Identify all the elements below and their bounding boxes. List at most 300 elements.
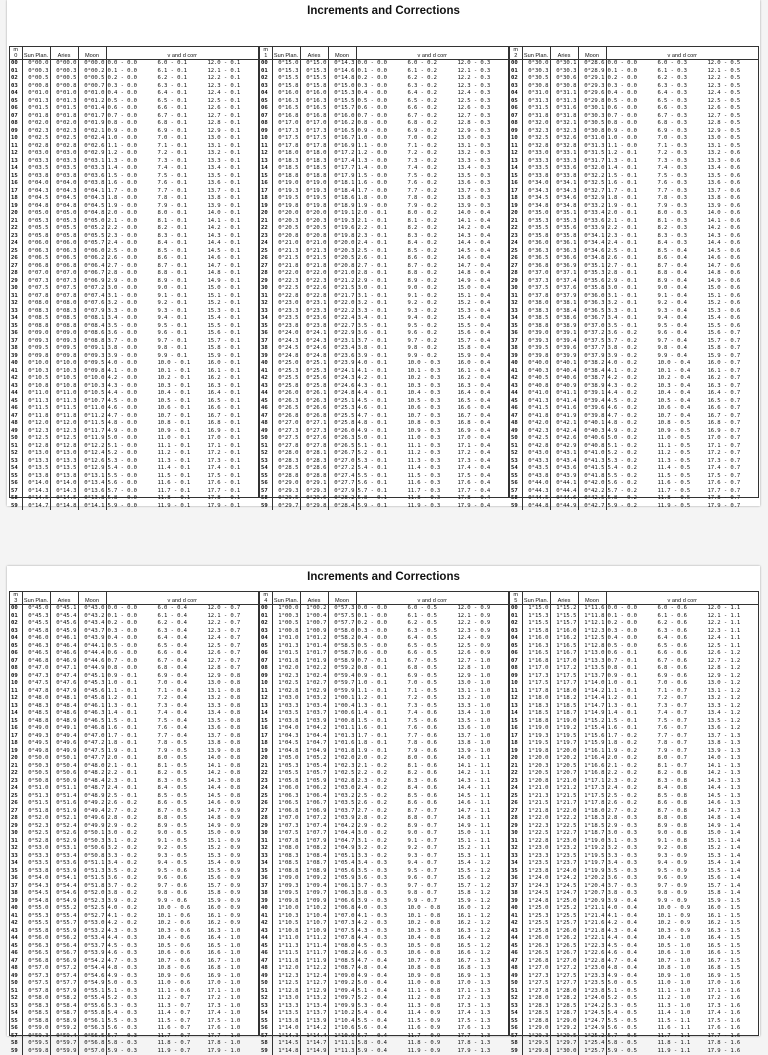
vd-correction-value: 0.9 - 0.0 <box>358 128 408 136</box>
moon-cell: 0°15.7 <box>328 105 356 113</box>
vd-correction-value: 7.6 - 0.2 <box>408 180 458 188</box>
vd-correction-value: 6.8 - 0.6 <box>658 665 708 673</box>
vd-corrections-cell <box>606 218 758 226</box>
aries-cell: 1°24.7 <box>550 890 578 898</box>
table-row <box>510 965 758 973</box>
table-row <box>10 218 258 226</box>
moon-cell: 1°19.2 <box>578 845 606 853</box>
vd-correction-value: 0.2 - 0.0 <box>358 75 408 83</box>
seconds-cell: 49 <box>260 428 272 436</box>
moon-cell: 1°20.4 <box>578 883 606 891</box>
table-row <box>260 673 508 681</box>
aries-cell: 1°16.5 <box>550 643 578 651</box>
seconds-cell: 22 <box>260 770 272 778</box>
vd-correction-value: 14.8 - 0.6 <box>708 270 754 278</box>
vd-correction-value: 5.3 - 0.5 <box>608 1003 658 1011</box>
vd-correction-value: 4.8 - 0.4 <box>608 965 658 973</box>
table-row <box>10 695 258 703</box>
sun-planets-cell: 0°42.3 <box>522 428 550 436</box>
moon-cell: 0°44.1 <box>78 643 106 651</box>
vd-corrections-cell <box>356 173 508 181</box>
sun-planets-cell: 0°42.0 <box>522 420 550 428</box>
aries-cell: 1°15.5 <box>550 613 578 621</box>
aries-cell: 0°22.6 <box>300 285 328 293</box>
vd-correction-value: 0.8 - 0.0 <box>358 120 408 128</box>
seconds-cell: 19 <box>510 203 522 211</box>
aries-cell: 1°02.7 <box>300 680 328 688</box>
vd-corrections-cell <box>606 495 758 503</box>
vd-correction-value: 2.5 - 0.1 <box>358 248 408 256</box>
sun-planets-cell: 0°54.8 <box>22 898 50 906</box>
table-row <box>10 405 258 413</box>
sun-planets-cell: 0°14.5 <box>22 495 50 503</box>
table-row <box>10 285 258 293</box>
aries-cell: 1°11.9 <box>300 958 328 966</box>
table-row <box>10 503 258 511</box>
seconds-cell: 20 <box>10 210 22 218</box>
aries-cell: 0°54.9 <box>50 898 78 906</box>
vd-correction-value: 16.3 - 0.1 <box>208 383 254 391</box>
seconds-cell: 37 <box>10 883 22 891</box>
vd-corrections-cell <box>106 1048 258 1055</box>
vd-correction-value: 11.2 - 0.1 <box>158 450 208 458</box>
table-row <box>10 68 258 76</box>
vd-correction-value: 3.0 - 0.2 <box>108 830 158 838</box>
vd-correction-value: 7.4 - 0.6 <box>408 710 458 718</box>
vd-correction-value: 13.2 - 0.6 <box>708 150 754 158</box>
vd-correction-value: 11.6 - 0.9 <box>408 1025 458 1033</box>
vd-corrections-cell <box>606 853 758 861</box>
vd-correction-value: 0.6 - 0.0 <box>108 105 158 113</box>
sun-planets-cell: 0°20.0 <box>272 210 300 218</box>
moon-cell: 0°18.1 <box>328 180 356 188</box>
moon-cell: 1°15.6 <box>578 733 606 741</box>
aries-cell: 0°43.4 <box>550 458 578 466</box>
vd-correction-value: 17.3 - 0.4 <box>458 458 504 466</box>
vd-corrections-cell <box>606 988 758 996</box>
vd-corrections-cell <box>106 980 258 988</box>
vd-correction-value: 2.8 - 0.2 <box>108 815 158 823</box>
table-row <box>260 360 508 368</box>
vd-correction-value: 8.4 - 0.3 <box>658 240 708 248</box>
vd-corrections-cell <box>106 928 258 936</box>
vd-correction-value: 2.4 - 0.1 <box>108 785 158 793</box>
vd-corrections-cell <box>356 1048 508 1055</box>
vd-correction-value: 13.3 - 1.2 <box>708 703 754 711</box>
moon-cell: 1°24.5 <box>578 1010 606 1018</box>
vd-correction-value: 12.8 - 1.2 <box>708 665 754 673</box>
sun-planets-cell: 1°13.3 <box>272 1003 300 1011</box>
vd-correction-value: 16.3 - 1.2 <box>458 928 504 936</box>
seconds-cell: 05 <box>510 643 522 651</box>
vd-correction-value: 2.8 - 0.1 <box>358 270 408 278</box>
vd-corrections-cell <box>356 958 508 966</box>
moon-cell: 0°42.0 <box>578 480 606 488</box>
sun-planets-cell: 0°34.0 <box>522 180 550 188</box>
vd-correction-value: 8.0 - 0.7 <box>658 755 708 763</box>
vd-correction-value: 8.8 - 0.8 <box>658 815 708 823</box>
vd-correction-value: 0.4 - 0.0 <box>358 635 408 643</box>
vd-correction-value: 5.2 - 0.3 <box>108 995 158 1003</box>
vd-correction-value: 5.9 - 0.2 <box>608 503 658 511</box>
seconds-cell: 41 <box>260 368 272 376</box>
aries-cell: 0°58.2 <box>50 995 78 1003</box>
vd-correction-value: 3.9 - 0.0 <box>108 353 158 361</box>
vd-correction-value: 6.5 - 0.4 <box>158 643 208 651</box>
vd-correction-value: 6.7 - 0.6 <box>658 658 708 666</box>
seconds-cell: 26 <box>260 800 272 808</box>
vd-corrections-cell <box>606 868 758 876</box>
vd-correction-value: 14.9 - 0.9 <box>208 823 254 831</box>
vd-corrections-cell <box>356 703 508 711</box>
vd-correction-value: 2.9 - 0.1 <box>608 278 658 286</box>
moon-cell: 0°20.5 <box>328 255 356 263</box>
table-row <box>260 150 508 158</box>
vd-corrections-cell <box>356 465 508 473</box>
vd-correction-value: 0.1 - 0.0 <box>608 613 658 621</box>
sun-planets-cell: 0°40.8 <box>522 383 550 391</box>
vd-corrections-cell <box>356 165 508 173</box>
seconds-cell: 56 <box>260 480 272 488</box>
vd-correction-value: 13.0 - 0.5 <box>708 135 754 143</box>
aries-cell: 1°04.9 <box>300 748 328 756</box>
vd-correction-value: 8.3 - 0.8 <box>658 778 708 786</box>
seconds-cell: 54 <box>260 465 272 473</box>
vd-correction-value: 13.4 - 0.8 <box>208 710 254 718</box>
sun-planets-cell: 0°27.0 <box>272 420 300 428</box>
vd-correction-value: 11.0 - 0.5 <box>658 435 708 443</box>
vd-correction-value: 2.6 - 0.2 <box>108 800 158 808</box>
vd-correction-value: 2.3 - 0.2 <box>358 778 408 786</box>
vd-correction-value: 4.3 - 0.2 <box>608 383 658 391</box>
table-row <box>10 740 258 748</box>
seconds-cell: 46 <box>260 950 272 958</box>
sun-planets-cell: 1°21.5 <box>522 800 550 808</box>
vd-correction-value: 6.9 - 0.1 <box>158 128 208 136</box>
sun-planets-cell: 0°25.0 <box>272 360 300 368</box>
vd-correction-value: 13.5 - 0.3 <box>458 173 504 181</box>
vd-correction-value: 3.4 - 0.1 <box>358 315 408 323</box>
moon-cell: 0°10.3 <box>78 383 106 391</box>
vd-correction-value: 15.8 - 1.2 <box>458 890 504 898</box>
seconds-cell: 27 <box>10 808 22 816</box>
table-row <box>10 875 258 883</box>
vd-correction-value: 10.6 - 0.1 <box>158 405 208 413</box>
vd-correction-value: 13.9 - 1.3 <box>708 748 754 756</box>
seconds-cell: 06 <box>260 105 272 113</box>
table-row <box>510 293 758 301</box>
vd-corrections-cell <box>106 770 258 778</box>
moon-cell: 0°34.6 <box>578 248 606 256</box>
seconds-cell: 44 <box>510 390 522 398</box>
vd-correction-value: 17.5 - 0.4 <box>458 473 504 481</box>
vd-corrections-cell <box>606 308 758 316</box>
vd-corrections-cell <box>356 868 508 876</box>
moon-cell: 0°33.4 <box>578 210 606 218</box>
aries-cell: 1°03.2 <box>300 695 328 703</box>
vd-correction-value: 10.6 - 0.4 <box>658 405 708 413</box>
seconds-cell: 14 <box>260 165 272 173</box>
table-row <box>260 248 508 256</box>
vd-correction-value: 1.5 - 0.0 <box>108 173 158 181</box>
sun-planets-cell: 1°00.5 <box>272 620 300 628</box>
sun-planets-cell: 1°13.5 <box>272 1010 300 1018</box>
table-page-top <box>7 0 760 506</box>
sun-planets-cell: 1°07.8 <box>272 838 300 846</box>
vd-correction-value: 2.6 - 0.1 <box>608 255 658 263</box>
sun-planets-cell: 1°18.5 <box>522 710 550 718</box>
vd-correction-value: 5.1 - 0.4 <box>358 988 408 996</box>
vd-correction-value: 12.8 - 0.5 <box>708 120 754 128</box>
sun-planets-cell: 0°21.0 <box>272 240 300 248</box>
sun-planets-cell: 0°20.5 <box>272 225 300 233</box>
moon-cell: 1°10.4 <box>328 1018 356 1026</box>
vd-correction-value: 9.8 - 0.9 <box>658 890 708 898</box>
aries-cell: 0°56.4 <box>50 943 78 951</box>
vd-corrections-cell <box>356 763 508 771</box>
vd-correction-value: 16.0 - 0.9 <box>208 905 254 913</box>
vd-corrections-cell <box>356 950 508 958</box>
seconds-cell: 30 <box>510 285 522 293</box>
seconds-cell: 20 <box>260 755 272 763</box>
vd-correction-value: 4.3 - 0.0 <box>108 383 158 391</box>
vd-correction-value: 3.0 - 0.1 <box>608 285 658 293</box>
vd-correction-value: 1.9 - 0.0 <box>108 203 158 211</box>
vd-corrections-cell <box>356 300 508 308</box>
vd-correction-value: 14.0 - 0.6 <box>708 210 754 218</box>
seconds-cell: 37 <box>260 338 272 346</box>
moon-cell: 0°43.7 <box>78 628 106 636</box>
table-row <box>260 383 508 391</box>
vd-correction-value: 15.5 - 0.6 <box>708 323 754 331</box>
aries-cell: 0°52.4 <box>50 823 78 831</box>
vd-correction-value: 1.1 - 0.1 <box>608 688 658 696</box>
vd-corrections-cell <box>356 883 508 891</box>
vd-correction-value: 0.4 - 0.0 <box>608 90 658 98</box>
vd-correction-value: 10.9 - 1.0 <box>658 973 708 981</box>
sun-planets-cell: 1°03.3 <box>272 703 300 711</box>
vd-correction-value: 13.1 - 0.8 <box>208 688 254 696</box>
moon-cell: 0°14.6 <box>328 68 356 76</box>
table-row <box>510 435 758 443</box>
aries-cell: 1°27.5 <box>550 973 578 981</box>
vd-corrections-cell <box>606 278 758 286</box>
aries-cell: 1°28.2 <box>550 995 578 1003</box>
table-row <box>510 725 758 733</box>
vd-corrections-cell <box>356 943 508 951</box>
aries-cell: 1°25.0 <box>550 898 578 906</box>
sun-planets-cell: 0°03.8 <box>22 173 50 181</box>
table-row <box>260 473 508 481</box>
seconds-cell: 50 <box>10 980 22 988</box>
table-row <box>510 1010 758 1018</box>
table-row <box>510 120 758 128</box>
vd-correction-value: 4.7 - 0.4 <box>608 958 658 966</box>
seconds-cell: 20 <box>260 210 272 218</box>
aries-cell: 0°04.3 <box>50 188 78 196</box>
vd-correction-value: 5.7 - 0.4 <box>358 1033 408 1041</box>
vd-correction-value: 11.3 - 0.1 <box>158 458 208 466</box>
table-row <box>260 315 508 323</box>
table-row <box>10 150 258 158</box>
vd-corrections-cell <box>606 503 758 511</box>
aries-cell: 1°25.7 <box>550 920 578 928</box>
moon-cell: 0°32.7 <box>578 188 606 196</box>
moon-cell: 0°46.5 <box>78 718 106 726</box>
table-row <box>510 375 758 383</box>
moon-cell: 0°27.7 <box>328 480 356 488</box>
aries-cell: 0°22.0 <box>300 270 328 278</box>
moon-cell: 0°01.7 <box>78 113 106 121</box>
moon-cell: 0°03.3 <box>78 165 106 173</box>
vd-correction-value: 0.0 - 0.0 <box>608 605 658 613</box>
sun-planets-cell: 0°04.3 <box>22 188 50 196</box>
seconds-cell: 50 <box>510 980 522 988</box>
vd-correction-value: 6.7 - 0.5 <box>408 658 458 666</box>
vd-correction-value: 5.4 - 0.5 <box>608 1010 658 1018</box>
vd-correction-value: 9.6 - 0.9 <box>658 875 708 883</box>
aries-cell: 0°58.9 <box>50 1018 78 1026</box>
sun-planets-cell: 0°11.5 <box>22 405 50 413</box>
moon-cell: 0°44.4 <box>78 650 106 658</box>
moon-cell: 0°48.2 <box>78 770 106 778</box>
sun-planets-cell: 0°11.8 <box>22 413 50 421</box>
vd-correction-value: 15.6 - 1.4 <box>708 875 754 883</box>
seconds-cell: 49 <box>260 973 272 981</box>
vd-correction-value: 5.6 - 0.5 <box>608 1025 658 1033</box>
vd-correction-value: 7.8 - 0.5 <box>158 740 208 748</box>
vd-correction-value: 8.4 - 0.2 <box>408 240 458 248</box>
vd-correction-value: 3.8 - 0.3 <box>608 890 658 898</box>
sun-planets-cell: 0°30.3 <box>522 68 550 76</box>
moon-cell: 1°07.8 <box>328 935 356 943</box>
aries-cell: 1°04.4 <box>300 733 328 741</box>
vd-corrections-cell <box>106 428 258 436</box>
vd-corrections-cell <box>106 815 258 823</box>
sun-planets-cell: 1°19.3 <box>522 733 550 741</box>
moon-cell: 0°35.3 <box>578 270 606 278</box>
sun-planets-cell: 0°17.8 <box>272 143 300 151</box>
moon-cell: 0°42.2 <box>578 488 606 496</box>
vd-corrections-cell <box>106 105 258 113</box>
vd-correction-value: 7.6 - 0.3 <box>658 180 708 188</box>
moon-cell: 1°21.4 <box>578 913 606 921</box>
table-row <box>10 920 258 928</box>
vd-correction-value: 16.1 - 0.7 <box>708 368 754 376</box>
vd-correction-value: 3.4 - 0.2 <box>108 860 158 868</box>
sun-planets-cell: 0°37.0 <box>522 270 550 278</box>
sun-planets-cell: 0°57.3 <box>22 973 50 981</box>
vd-correction-value: 13.6 - 1.0 <box>458 725 504 733</box>
seconds-cell: 38 <box>260 345 272 353</box>
vd-correction-value: 8.1 - 0.5 <box>158 763 208 771</box>
table-row <box>260 733 508 741</box>
seconds-cell: 01 <box>10 68 22 76</box>
moon-cell: 0°56.1 <box>78 1018 106 1026</box>
sun-planets-cell: 1°06.5 <box>272 800 300 808</box>
moon-cell: 0°33.6 <box>578 218 606 226</box>
vd-correction-value: 16.6 - 1.2 <box>458 950 504 958</box>
vd-corrections-cell <box>356 480 508 488</box>
table-row <box>260 285 508 293</box>
vd-corrections-cell <box>606 68 758 76</box>
aries-cell: 0°47.4 <box>50 673 78 681</box>
vd-corrections-cell <box>606 150 758 158</box>
sun-planets-cell: 0°26.3 <box>272 398 300 406</box>
vd-corrections-cell <box>106 263 258 271</box>
moon-cell: 1°19.7 <box>578 860 606 868</box>
vd-correction-value: 11.1 - 1.0 <box>658 988 708 996</box>
moon-cell: 0°50.8 <box>78 853 106 861</box>
increment-table-minute-1 <box>259 46 509 498</box>
vd-correction-value: 10.2 - 0.1 <box>158 375 208 383</box>
aries-cell: 0°05.8 <box>50 233 78 241</box>
vd-corrections-cell <box>106 755 258 763</box>
vd-correction-value: 6.3 - 0.6 <box>658 628 708 636</box>
aries-cell: 1°30.0 <box>550 1048 578 1055</box>
table-row <box>260 225 508 233</box>
vd-correction-value: 12.7 - 1.0 <box>458 658 504 666</box>
col-vcorr-header: v and d corr <box>606 47 758 60</box>
vd-correction-value: 3.9 - 0.3 <box>358 898 408 906</box>
seconds-cell: 19 <box>260 748 272 756</box>
moon-cell: 0°11.2 <box>78 413 106 421</box>
vd-correction-value: 7.7 - 0.2 <box>408 188 458 196</box>
aries-cell: 1°25.2 <box>550 905 578 913</box>
vd-corrections-cell <box>356 740 508 748</box>
seconds-cell: 44 <box>10 935 22 943</box>
vd-correction-value: 11.7 - 0.7 <box>158 1033 208 1041</box>
minute-header <box>260 47 272 60</box>
vd-corrections-cell <box>606 248 758 256</box>
vd-correction-value: 1.5 - 0.1 <box>358 718 408 726</box>
vd-correction-value: 7.5 - 0.2 <box>408 173 458 181</box>
table-row <box>510 188 758 196</box>
vd-corrections-cell <box>606 113 758 121</box>
vd-correction-value: 6.6 - 0.2 <box>408 105 458 113</box>
vd-correction-value: 0.1 - 0.0 <box>608 68 658 76</box>
table-row <box>10 988 258 996</box>
table-row <box>510 778 758 786</box>
vd-correction-value: 6.2 - 0.4 <box>158 620 208 628</box>
vd-corrections-cell <box>606 688 758 696</box>
seconds-cell: 43 <box>10 928 22 936</box>
aries-cell: 1°22.5 <box>550 823 578 831</box>
vd-correction-value: 6.0 - 0.1 <box>158 60 208 68</box>
vd-corrections-cell <box>106 188 258 196</box>
vd-correction-value: 8.6 - 0.2 <box>408 255 458 263</box>
moon-cell: 1°25.7 <box>578 1048 606 1055</box>
vd-corrections-cell <box>606 75 758 83</box>
moon-cell: 0°36.7 <box>578 315 606 323</box>
seconds-cell: 10 <box>10 135 22 143</box>
increment-table-minute-3 <box>9 591 259 1036</box>
sun-planets-cell: 0°29.5 <box>272 495 300 503</box>
vd-corrections-cell <box>106 778 258 786</box>
vd-correction-value: 3.5 - 0.1 <box>358 323 408 331</box>
table-row <box>260 188 508 196</box>
vd-correction-value: 12.6 - 0.3 <box>458 105 504 113</box>
seconds-cell: 59 <box>510 1048 522 1055</box>
table-row <box>260 943 508 951</box>
seconds-cell: 06 <box>510 650 522 658</box>
vd-correction-value: 3.9 - 0.2 <box>608 353 658 361</box>
vd-correction-value: 4.4 - 0.3 <box>108 935 158 943</box>
seconds-cell: 29 <box>260 823 272 831</box>
table-row <box>510 75 758 83</box>
seconds-cell: 33 <box>260 308 272 316</box>
sun-planets-cell: 1°14.8 <box>272 1048 300 1055</box>
